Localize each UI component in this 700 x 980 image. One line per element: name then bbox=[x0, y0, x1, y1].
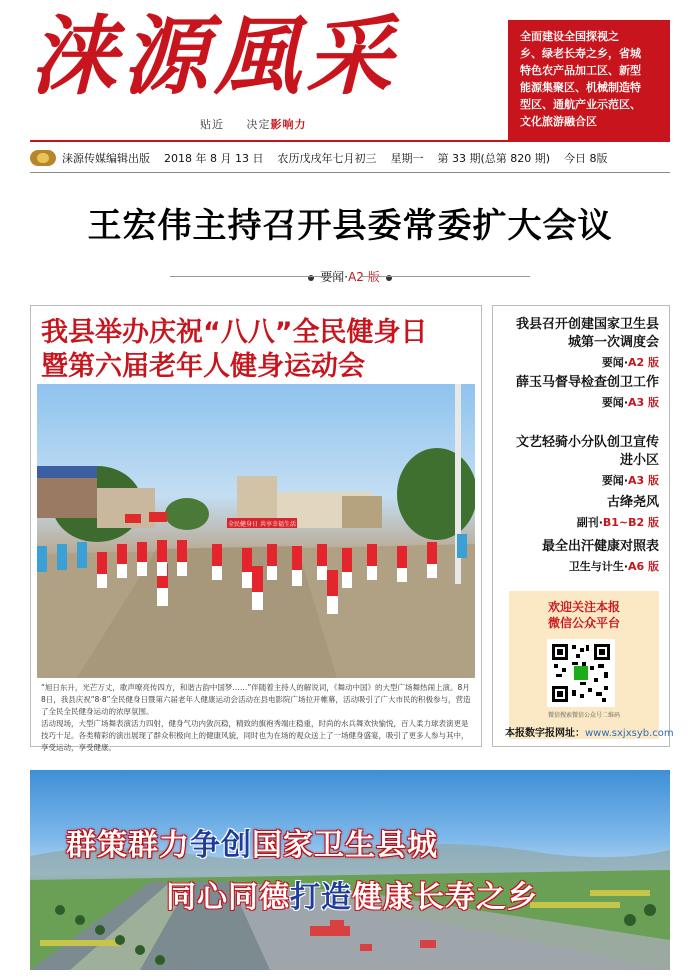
square-dance-photo bbox=[37, 384, 475, 678]
story-title[interactable] bbox=[41, 316, 471, 384]
newspaper-logo: 涞源風采 bbox=[30, 6, 398, 107]
lunar-date: 农历戊戌年七月初三 bbox=[277, 152, 377, 165]
promo-line: 特色农产品加工区、新型 bbox=[520, 64, 641, 77]
caption-paragraph: 活动现场，大型广场舞表演活力四射，健身气功内敛沉稳，精致的旗袍秀端庄稳重，时尚的水兵舞欢快愉悦，百人柔力球表演更是技巧十足。各类精彩的演出展现了群众积极向上的健康风貌，同时也为在场的观众送上了一场健身盛宴，吸引了更多人参与其中，享受运动，享受健康。 bbox=[41, 719, 469, 752]
index-item[interactable]: 古绛尧风 副刊·B1~B2 版 bbox=[509, 494, 659, 530]
index-item-title: 我县召开创建国家卫生县城第一次调度会 bbox=[515, 317, 659, 350]
qr-subtitle: 微信搜索微信公众号二维码 bbox=[547, 712, 620, 719]
website-label: 本报数字报网址： bbox=[505, 728, 585, 739]
news-index bbox=[492, 305, 674, 747]
website-line[interactable] bbox=[505, 724, 675, 739]
masthead bbox=[30, 6, 500, 124]
index-item[interactable]: 最全出汗健康对照表 卫生与计生·A6 版 bbox=[499, 538, 659, 574]
story-title-line: 暨第六届老年人健身运动会 bbox=[41, 351, 365, 382]
index-item-page: A3 版 bbox=[628, 474, 659, 487]
section-label: 要闻 bbox=[320, 270, 345, 284]
banner-text: 同心同德 bbox=[166, 880, 290, 915]
index-item-section: 要闻 bbox=[601, 396, 624, 409]
index-item[interactable]: 薛玉马督导检查创卫工作 要闻·A3 版 bbox=[509, 374, 659, 410]
index-item-title: 文艺轻骑小分队创卫宣传进小区 bbox=[515, 435, 659, 468]
index-item-section: 要闻 bbox=[601, 474, 624, 487]
wechat-promo bbox=[509, 591, 659, 739]
promo-box bbox=[508, 20, 670, 140]
headline-section-ref[interactable]: 要闻·A2 版 bbox=[0, 268, 700, 285]
slogan-suffix: 影响力 bbox=[270, 118, 307, 131]
banner-emphasis: 打造 bbox=[290, 880, 352, 915]
index-item-title: 薛玉马督导检查创卫工作 bbox=[515, 375, 659, 390]
index-item-page: B1~B2 版 bbox=[602, 516, 659, 529]
promo-line: 能源集聚区、机械制造特 bbox=[520, 81, 641, 94]
banner-emphasis: 争创 bbox=[190, 828, 252, 863]
qr-code-graphic bbox=[550, 642, 612, 704]
slogan-banner bbox=[30, 770, 670, 970]
publisher-badge-icon bbox=[30, 150, 56, 166]
story-photo bbox=[37, 384, 475, 678]
caption-paragraph: “旭日东升，光芒万丈，歌声嘹亮传四方，和谐古韵中国梦……”伴随着主持人的解说词，《舞动中国》的大型广场舞热闹上演。8月8日，我县庆祝“8·8”全民健身日暨第六届老年人健康运动会活动在县电影院广场拉开帷幕，活动吸引了广大市民的积极参与，营造了全民全民健身运动的浓厚氛围。 bbox=[41, 683, 471, 716]
photo-banner-text: 全民健身日 共享幸福生活 bbox=[228, 521, 296, 528]
issue-number: 第 33 期(总第 820 期) bbox=[437, 152, 551, 165]
banner-text: 健康长寿之乡 bbox=[352, 880, 538, 915]
weekday: 星期一 bbox=[390, 152, 424, 165]
story-caption bbox=[41, 682, 473, 754]
index-item-page: A6 版 bbox=[628, 560, 659, 573]
wechat-promo-line: 微信公众平台 bbox=[547, 616, 620, 630]
landscape-graphic bbox=[30, 770, 670, 970]
divider-line bbox=[170, 276, 340, 277]
index-item[interactable]: 我县召开创建国家卫生县城第一次调度会 要闻·A2 版 bbox=[509, 316, 659, 370]
index-item-page: A2 版 bbox=[628, 356, 659, 369]
promo-line: 全面建设全国探视之 bbox=[520, 30, 619, 43]
divider-line bbox=[360, 276, 530, 277]
banner-slogan-line bbox=[66, 820, 438, 864]
slogan-prefix: 贴近 bbox=[200, 118, 224, 131]
wechat-promo-line: 欢迎关注本报 bbox=[547, 600, 620, 614]
slogan-mid: 决定 bbox=[246, 118, 271, 131]
story-title-line: 我县举办庆祝“八八”全民健身日 bbox=[41, 317, 428, 348]
banner-text: 国家卫生县城 bbox=[252, 828, 438, 863]
qr-code-icon[interactable] bbox=[547, 639, 615, 707]
wechat-promo-title bbox=[509, 599, 659, 631]
main-story bbox=[30, 305, 482, 752]
index-item-title: 最全出汗健康对照表 bbox=[541, 539, 659, 554]
index-item-title: 古绛尧风 bbox=[606, 495, 659, 510]
info-divider bbox=[30, 172, 670, 173]
masthead-divider bbox=[30, 140, 670, 142]
promo-line: 型区、通航产业示范区、 bbox=[520, 98, 641, 111]
slogan bbox=[200, 116, 306, 132]
publisher: 涞源传媒编辑出版 bbox=[62, 152, 150, 165]
index-item-page: A3 版 bbox=[628, 396, 659, 409]
promo-line: 乡、绿老长寿之乡，省城 bbox=[520, 47, 641, 60]
promo-line: 文化旅游融合区 bbox=[520, 115, 597, 128]
banner-text: 群策群力 bbox=[66, 828, 190, 863]
index-item-section: 副刊 bbox=[576, 516, 599, 529]
index-item-section: 卫生与计生 bbox=[568, 560, 624, 573]
page-count: 今日 8版 bbox=[564, 152, 608, 165]
issue-date: 2018 年 8 月 13 日 bbox=[164, 152, 264, 165]
page-label: A2 版 bbox=[348, 270, 380, 284]
issue-info-bar bbox=[30, 147, 670, 169]
website-link[interactable]: www.sxjxsyb.com bbox=[585, 728, 674, 739]
banner-slogan-line bbox=[166, 872, 538, 916]
index-item-section: 要闻 bbox=[601, 356, 624, 369]
index-item[interactable]: 文艺轻骑小分队创卫宣传进小区 要闻·A3 版 bbox=[509, 434, 659, 488]
lead-headline[interactable]: 王宏伟主持召开县委常委扩大会议 bbox=[87, 206, 613, 246]
